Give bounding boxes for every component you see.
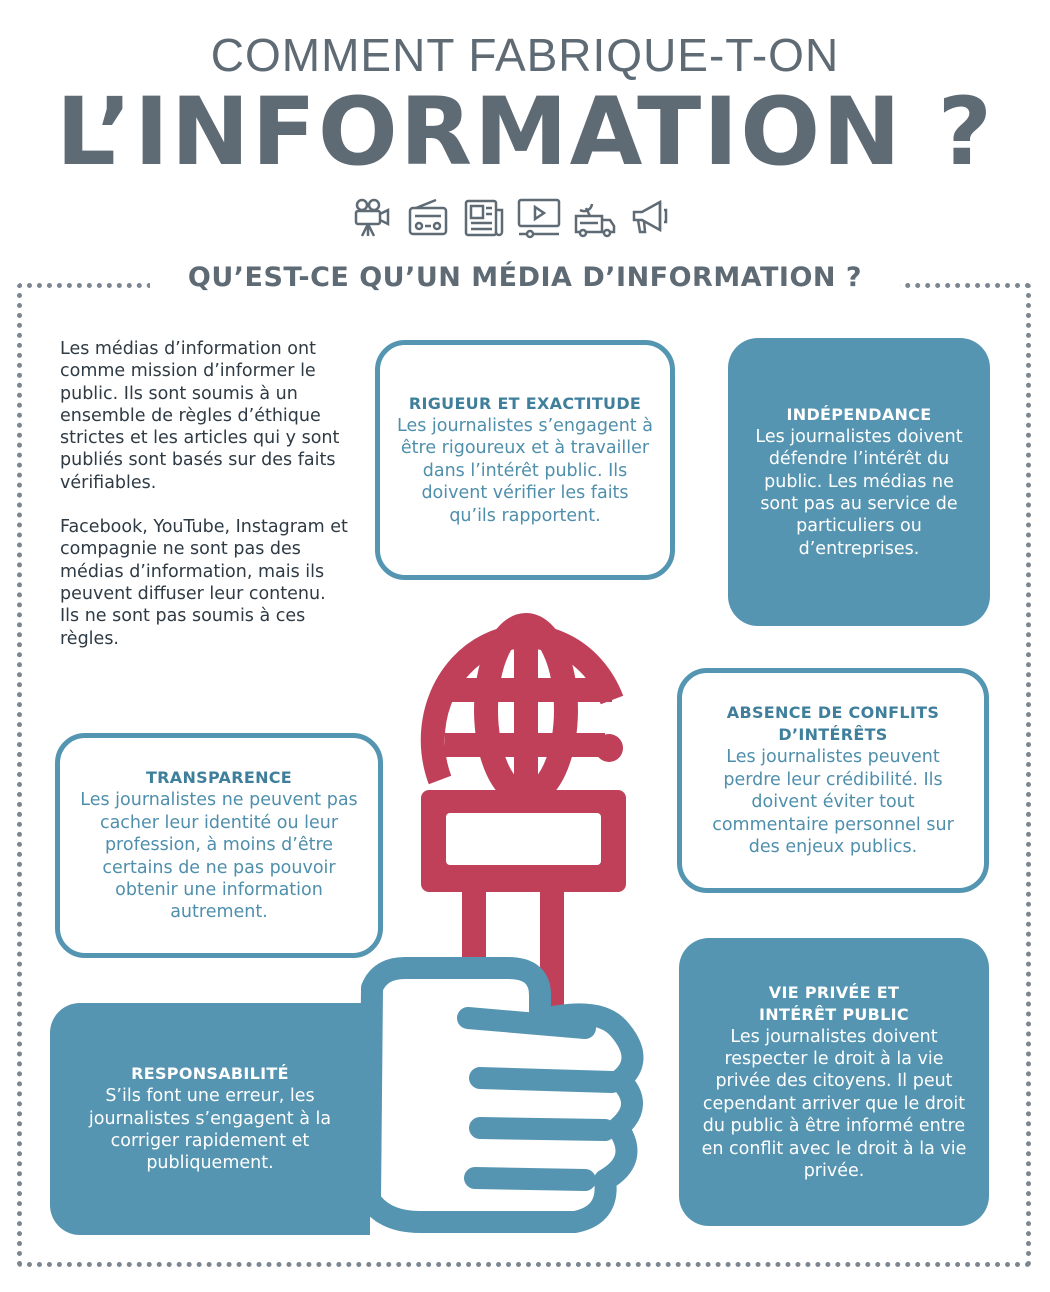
principle-rigueur-title: RIGUEUR ET EXACTITUDE — [408, 393, 642, 413]
intro-text — [60, 338, 350, 672]
header-main-title: L’INFORMATION ? — [55, 78, 995, 187]
principle-transparence-title: TRANSPARENCE — [145, 768, 293, 788]
principle-transparence-card — [55, 733, 383, 958]
globe-icon — [433, 625, 612, 795]
principle-independance-text: Les journalistes doivent défendre l’intérêt du public. Les médias ne sont pas au service de particuliers ou d’entreprises. — [755, 426, 963, 559]
principle-vie-privee-text: Les journalistes doivent respecter le droit à la vie privée des citoyens. Il peut cependant arriver que le droit du public à être informé entre en conflit avec le droit à la vie privée. — [701, 1026, 967, 1182]
principle-responsabilite-card — [50, 1003, 370, 1235]
header-top-title: COMMENT FABRIQUE-T-ON — [210, 29, 840, 81]
section-subtitle: QU’EST-CE QU’UN MÉDIA D’INFORMATION ? — [187, 262, 863, 293]
intro-paragraph-1: Les médias d’information ont comme mission d’informer le public. Ils sont soumis à un ensemble de règles d’éthique strictes et les articles qui y sont publiés sont basés sur des faits vérifiables. — [60, 339, 340, 493]
principle-vie-privee-title: VIE PRIVÉE ET INTÉRÊT PUBLIC — [759, 982, 909, 1024]
principle-rigueur-card — [375, 340, 675, 580]
principle-rigueur-text: Les journalistes s’engagent à être rigoureux et à travailler dans l’intérêt public. Ils doivent vérifier les faits qu’ils rapportent. — [397, 415, 653, 526]
principle-vie-privee-card — [679, 938, 989, 1226]
principle-conflits-title: ABSENCE DE CONFLITS D’INTÉRÊTS — [726, 703, 940, 745]
principle-independance-title: INDÉPENDANCE — [786, 404, 932, 424]
principle-responsabilite-title: RESPONSABILITÉ — [131, 1064, 289, 1084]
principle-conflits-card — [677, 668, 989, 893]
intro-paragraph-2: Facebook, YouTube, Instagram et compagnie ne sont pas des médias d’information, mais ils peuvent diffuser leur contenu. Ils ne sont pas soumis à ces règles. — [60, 517, 348, 649]
principle-responsabilite-text: S’ils font une erreur, les journalistes s’engagent à la corriger rapidement et publiquement. — [88, 1086, 332, 1174]
principle-independance-card — [728, 338, 990, 626]
principle-conflits-text: Les journalistes peuvent perdre leur crédibilité. Ils doivent éviter tout commentaire personnel sur des enjeux publics. — [712, 747, 954, 858]
principle-transparence-text: Les journalistes ne peuvent pas cacher leur identité ou leur profession, à moins d’être certains de ne pas pouvoir obtenir une information autrement. — [80, 790, 358, 923]
